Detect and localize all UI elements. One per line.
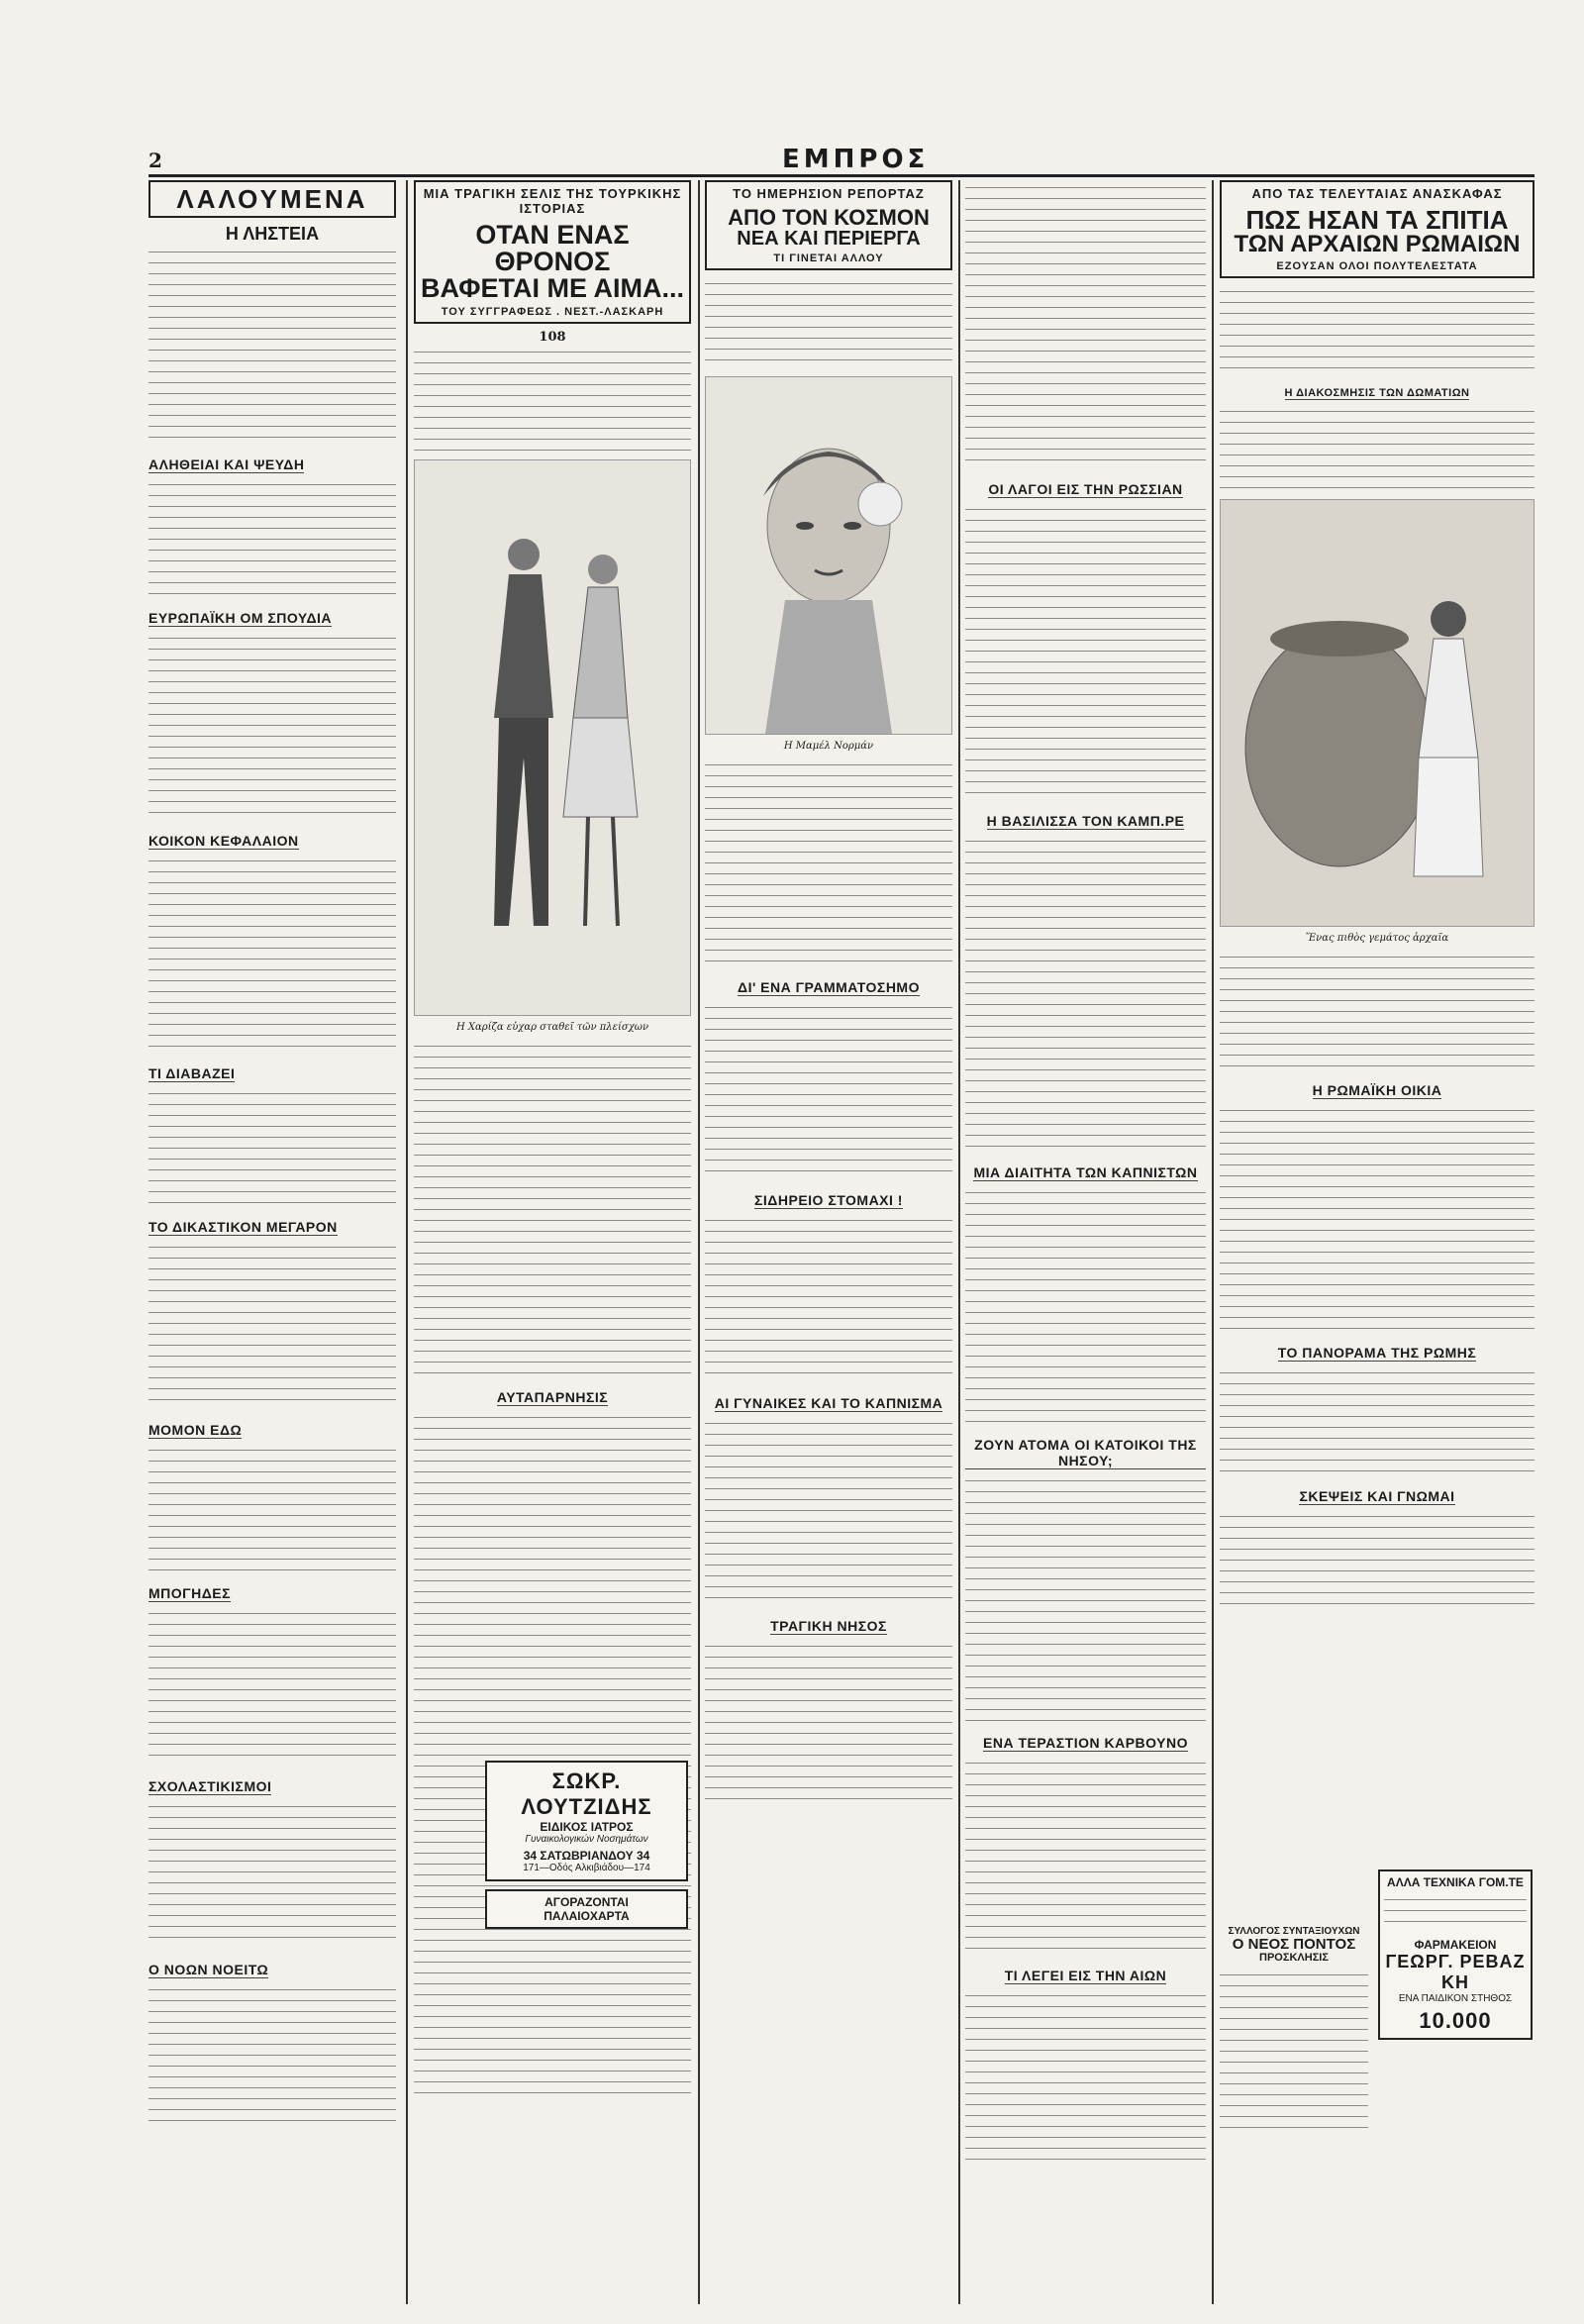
section-heading: ΤΡΑΓΙΚΗ ΝΗΣΟΣ: [770, 1618, 887, 1634]
article-text: [705, 758, 952, 965]
column-rule: [958, 180, 960, 2304]
column-rule: [406, 180, 408, 2304]
association-invite: ΠΡΟΣΚΛΗΣΙΣ: [1259, 1952, 1329, 1964]
article-text: [148, 1240, 396, 1408]
doctor-title: ΕΙΔΙΚΟΣ ΙΑΤΡΟΣ: [540, 1820, 634, 1834]
doctor-address: 34 ΣΑΤΩΒΡΙΑΝΔΟΥ 34: [523, 1849, 650, 1863]
article-text: [705, 1639, 952, 1807]
article-text: [705, 276, 952, 370]
article-text: [705, 1213, 952, 1381]
article-subtitle: ΕΖΟΥΣΑΝ ΟΛΟΙ ΠΟΛΥΤΕΛΕΣΤΑΤΑ: [1276, 260, 1478, 272]
article-kicker: ΑΠΟ ΤΑΣ ΤΕΛΕΥΤΑΙΑΣ ΑΝΑΣΚΑΦΑΣ: [1251, 186, 1503, 201]
article-text: [148, 854, 396, 1052]
paper-name: ΕΜΠΡΟΣ: [782, 145, 930, 174]
article-text: [1220, 1103, 1534, 1331]
article-text: [965, 834, 1206, 1151]
column-tragic-page: [414, 180, 691, 2304]
laloumena-header: [148, 180, 396, 218]
article-header: [705, 180, 952, 270]
section-heading: ΜΠΟΓΗΔΕΣ: [148, 1585, 231, 1601]
article-text: [1220, 404, 1534, 493]
article-title-line1: ΠΩΣ ΗΣΑΝ ΤΑ ΣΠΙΤΙΑ: [1245, 205, 1509, 235]
buy-ad-line1: ΑΓΟΡΑΖΟΝΤΑΙ: [544, 1895, 629, 1909]
doctor-name: ΣΩΚΡ. ΛΟΥΤΖΙΔΗΣ: [521, 1768, 652, 1819]
section-heading: ΤΙ ΛΕΓΕΙ ΕΙΣ ΤΗΝ ΑΙΩΝ: [1004, 1968, 1167, 1983]
section-heading: ΕΥΡΩΠΑΪΚΗ ΟΜ ΣΠΟΥΔΙΑ: [148, 610, 333, 626]
portrait-caption: Η Μαμέλ Νορμάν: [783, 741, 874, 752]
column-rule: [1212, 180, 1214, 2304]
article-text: [1220, 284, 1534, 373]
article-header: [414, 180, 691, 324]
installment-number: 108: [539, 330, 566, 345]
article-text: [148, 245, 396, 443]
portrait-icon: [706, 377, 951, 734]
illustration-caption: Η Χαρίζα εὐχαρ σταθεῖ τῶν πλείσχων: [455, 1022, 649, 1033]
section-heading: Η ΡΩΜΑΪΚΗ ΟΙΚΙΑ: [1312, 1082, 1442, 1098]
illustration-couple: [414, 459, 691, 1016]
portrait-photo: [705, 376, 952, 735]
article-text: [1220, 1968, 1368, 2136]
article-text: [148, 631, 396, 819]
article-text: [414, 345, 691, 454]
pharmacy-label: ΦΑΡΜΑΚΕΙΟΝ: [1414, 1938, 1497, 1952]
section-heading: ΕΝΑ ΤΕΡΑΣΤΙΟΝ ΚΑΡΒΟΥΝΟ: [983, 1735, 1188, 1751]
association-name: ΣΥΛΛΟΓΟΣ ΣΥΝΤΑΞΙΟΥΧΩΝ: [1228, 1926, 1360, 1937]
pharmacy-owner: ΓΕΩΡΓ. ΡΕΒΑΖ ΚΗ: [1385, 1952, 1526, 1992]
pharmacy-product: ΕΝΑ ΠΑΙΔΙΚΟΝ ΣΤΗΘΟΣ: [1398, 1993, 1513, 2004]
article-text: [1220, 1365, 1534, 1474]
article-title-line1: ΑΠΟ ΤΟΝ ΚΟΣΜΟΝ: [728, 205, 930, 230]
article-text: [705, 1000, 952, 1178]
pharmacy-ad: [1378, 1862, 1533, 2040]
article-text: [148, 1982, 396, 2131]
pharmacy-ad-header: ΑΛΛΑ ΤΕΧΝΙΚΑ ΓΟΜ.ΤΕ: [1387, 1875, 1524, 1889]
article-title-line2: ΤΩΝ ΑΡΧΑΙΩΝ ΡΩΜΑΙΩΝ: [1234, 231, 1521, 257]
doctor-ad: [485, 1753, 688, 1929]
photo-caption: Ἕνας πιθὸς γεμάτος ἀρχαῖα: [1305, 933, 1449, 944]
section-heading: Ο ΝΟΩΝ ΝΟΕΙΤΩ: [148, 1962, 269, 1977]
article-kicker-2: ΤΙ ΓΙΝΕΤΑΙ ΑΛΛΟΥ: [773, 253, 884, 264]
masthead: [148, 145, 1534, 177]
article-text: [965, 1988, 1206, 2167]
section-heading: ΤΟ ΠΑΝΟΡΑΜΑ ΤΗΣ ΡΩΜΗΣ: [1277, 1345, 1477, 1361]
article-byline: ΤΟΥ ΣΥΓΓΡΑΦΕΩΣ . ΝΕΣΤ.-ΛΑΣΚΑΡΗ: [441, 306, 664, 318]
association-notice: [1220, 1926, 1368, 2142]
article-text: [1220, 1509, 1534, 1608]
doctor-specialty: Γυναικολογικών Νοσημάτων: [525, 1834, 648, 1845]
section-heading: ΖΟΥΝ ΑΤΟΜΑ ΟΙ ΚΑΤΟΙΚΟΙ ΤΗΣ ΝΗΣΟΥ;: [965, 1437, 1206, 1469]
laloumena-subtitle: Η ΛΗΣΤΕΙΑ: [225, 224, 320, 244]
association-title: Ο ΝΕΟΣ ΠΟΝΤΟΣ: [1232, 1936, 1356, 1953]
section-heading: ΑΛΗΘΕΙΑΙ ΚΑΙ ΨΕΥΔΗ: [148, 456, 305, 472]
buy-ad-line2: ΠΑΛΑΙΟΧΑΡΤΑ: [544, 1909, 630, 1923]
couple-drawing-icon: [415, 460, 690, 1015]
column-misc-news: [965, 180, 1206, 2304]
paper-buy-ad: [485, 1889, 688, 1929]
article-title-line2: ΝΕΑ ΚΑΙ ΠΕΡΙΕΡΓΑ: [737, 228, 921, 250]
article-text: [965, 180, 1206, 467]
article-text: [414, 1039, 691, 1375]
doctor-phone: 171—Οδός Αλκιβιάδου—174: [523, 1863, 650, 1873]
article-text: [148, 1086, 396, 1205]
urn-icon: [1221, 500, 1534, 926]
section-heading: ΤΙ ΔΙΑΒΑΖΕΙ: [148, 1065, 236, 1081]
article-text: [965, 1473, 1206, 1721]
section-heading: ΤΟ ΔΙΚΑΣΤΙΚΟΝ ΜΕΓΑΡΟΝ: [148, 1219, 338, 1235]
section-heading: Η ΒΑΣΙΛΙΣΣΑ ΤΟΝ ΚΑΜΠ.ΡΕ: [986, 813, 1185, 829]
article-text: [1384, 1892, 1527, 1932]
section-heading: ΑΙ ΓΥΝΑΙΚΕΣ ΚΑΙ ΤΟ ΚΑΠΝΙΣΜΑ: [714, 1395, 943, 1411]
section-heading: ΟΙ ΛΑΓΟΙ ΕΙΣ ΤΗΝ ΡΩΣΣΙΑΝ: [988, 481, 1183, 497]
article-text: [965, 1185, 1206, 1423]
section-heading: ΑΥΤΑΠΑΡΝΗΣΙΣ: [496, 1389, 609, 1405]
article-text: [705, 1416, 952, 1604]
article-text: [148, 477, 396, 596]
pharmacy-price: 10.000: [1419, 2008, 1492, 2033]
laloumena-title: ΛΑΛΟΥΜΕΝΑ: [176, 184, 368, 214]
article-text: [148, 1443, 396, 1571]
article-title-line1: ΟΤΑΝ ΕΝΑΣ ΘΡΟΝΟΣ: [475, 220, 630, 276]
article-text: [965, 502, 1206, 799]
article-header: [1220, 180, 1534, 278]
section-heading: ΣΙΔΗΡΕΙΟ ΣΤΟΜΑΧΙ !: [754, 1192, 903, 1208]
article-kicker: ΜΙΑ ΤΡΑΓΙΚΗ ΣΕΛΙΣ ΤΗΣ ΤΟΥΡΚΙΚΗΣ ΙΣΤΟΡΙΑΣ: [423, 186, 682, 216]
section-heading: Η ΔΙΑΚΟΣΜΗΣΙΣ ΤΩΝ ΔΩΜΑΤΙΩΝ: [1284, 387, 1470, 399]
urn-photo: [1220, 499, 1534, 927]
column-rule: [698, 180, 700, 2304]
section-heading: ΚΟΙΚΟΝ ΚΕΦΑΛΑΙΟΝ: [148, 833, 299, 849]
column-world-news: [705, 180, 952, 2304]
column-laloumena: [148, 180, 396, 2304]
article-text: [965, 1756, 1206, 1954]
section-heading: ΜΙΑ ΔΙΑΙΤΗΤΑ ΤΩΝ ΚΑΠΝΙΣΤΩΝ: [973, 1164, 1198, 1180]
article-text: [148, 1799, 396, 1948]
section-heading: ΣΧΟΛΑΣΤΙΚΙΣΜΟΙ: [148, 1778, 272, 1794]
section-heading: ΔΙ' ΕΝΑ ΓΡΑΜΜΑΤΟΣΗΜΟ: [738, 979, 920, 995]
article-title-line2: ΒΑΦΕΤΑΙ ΜΕ ΑΙΜΑ...: [421, 273, 684, 303]
article-kicker: ΤΟ ΗΜΕΡΗΣΙΟΝ ΡΕΠΟΡΤΑΖ: [733, 186, 925, 201]
article-text: [1220, 950, 1534, 1068]
section-heading: ΣΚΕΨΕΙΣ ΚΑΙ ΓΝΩΜΑΙ: [1299, 1488, 1455, 1504]
section-heading: ΜΟΜΟΝ ΕΔΩ: [148, 1422, 243, 1438]
page-number: 2: [148, 149, 162, 172]
article-text: [148, 1606, 396, 1765]
